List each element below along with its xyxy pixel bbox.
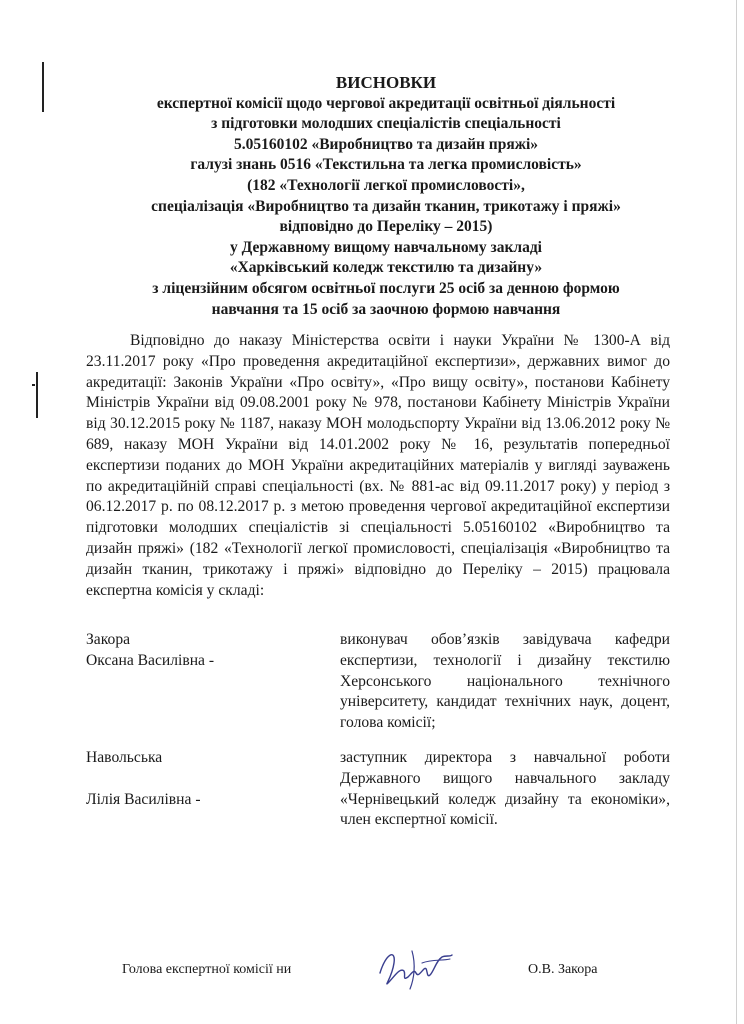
handwritten-signature — [372, 943, 454, 991]
title-line: галузі знань 0516 «Текстильна та легка промисловість» — [190, 156, 582, 174]
document-title-block — [86, 73, 686, 320]
signatory-name: О.В. Закора — [528, 962, 598, 977]
document-title: ВИСНОВКИ — [335, 73, 437, 92]
title-line: у Державному вищому навчальному закладі — [230, 238, 542, 256]
signature-label: Голова експертної комісії ни — [122, 962, 292, 977]
member-1-description: виконувач обов’язків завідувача кафедри експертизи, технології і дизайну текстилю Херсонського національного технічного університету, кандидат технічних наук, доцент, голова комісії; — [340, 631, 670, 732]
title-line: з підготовки молодших спеціалістів спеціальності — [211, 115, 561, 133]
page-edge-line — [736, 0, 737, 1024]
title-line: навчання та 15 осіб за заочною формою навчання — [211, 300, 561, 318]
title-line: (182 «Технології легкої промисловості», — [247, 176, 525, 194]
body-paragraph: Відповідно до наказу Міністерства освіти і науки України № 1300-А від 23.11.2017 року «Про проведення акредитаційної експертизи», державних вимог до акредитації: Законів України «Про освіту», «Про вищу освіту», постанови Кабінету Міністрів України від 09.08.2001 року № 978, постанови Кабінету Міністрів України від 30.12.2015 року № 1187, наказу МОН молодьспорту України від 13.06.2012 року № 689, наказу МОН України від 14.01.2002 року № 16, результатів попередньої експертизи поданих до МОН України акредитаційних матеріалів у вигляді зауважень по акредитаційній справі спеціальності (вх. № 881-ас від 09.11.2017 року) у період з 06.12.2017 р. по 08.12.2017 р. з метою проведення чергової акредитаційної експертизи підготовки молодших спеціалістів зі спеціальності 5.05160102 «Виробництво та дизайн пряжі» (182 «Технології легкої промисловості, спеціалізація «Виробництво та дизайн тканин, трикотажу і пряжі» відповідно до Переліку – 2015) працювала експертна комісія у складі: — [86, 332, 670, 599]
member-2-surname: Навольська — [86, 749, 163, 766]
title-line: «Харківський коледж текстилю та дизайну» — [229, 259, 543, 277]
title-line: експертної комісії щодо чергової акредитації освітньої діяльності — [156, 94, 616, 112]
member-1-given-name: Оксана Василівна - — [86, 652, 215, 669]
member-2-given-name: Лілія Василівна - — [86, 791, 201, 808]
binding-mark-middle — [36, 372, 38, 418]
title-line: спеціалізація «Виробництво та дизайн тканин, трикотажу і пряжі» — [151, 197, 621, 215]
member-1-surname: Закора — [86, 631, 131, 648]
binding-mark-top — [42, 62, 44, 112]
title-line: з ліцензійним обсягом освітньої послуги 25 осіб за денною формою — [152, 279, 620, 297]
title-line: 5.05160102 «Виробництво та дизайн пряжі» — [233, 135, 539, 153]
binding-mark-tick — [32, 384, 35, 386]
member-2-description: заступник директора з навчальної роботи Державного вищого навчального закладу «Чернівецький коледж дизайну та економіки», член експертної комісії. — [340, 749, 670, 829]
title-line: відповідно до Переліку – 2015) — [279, 218, 493, 236]
